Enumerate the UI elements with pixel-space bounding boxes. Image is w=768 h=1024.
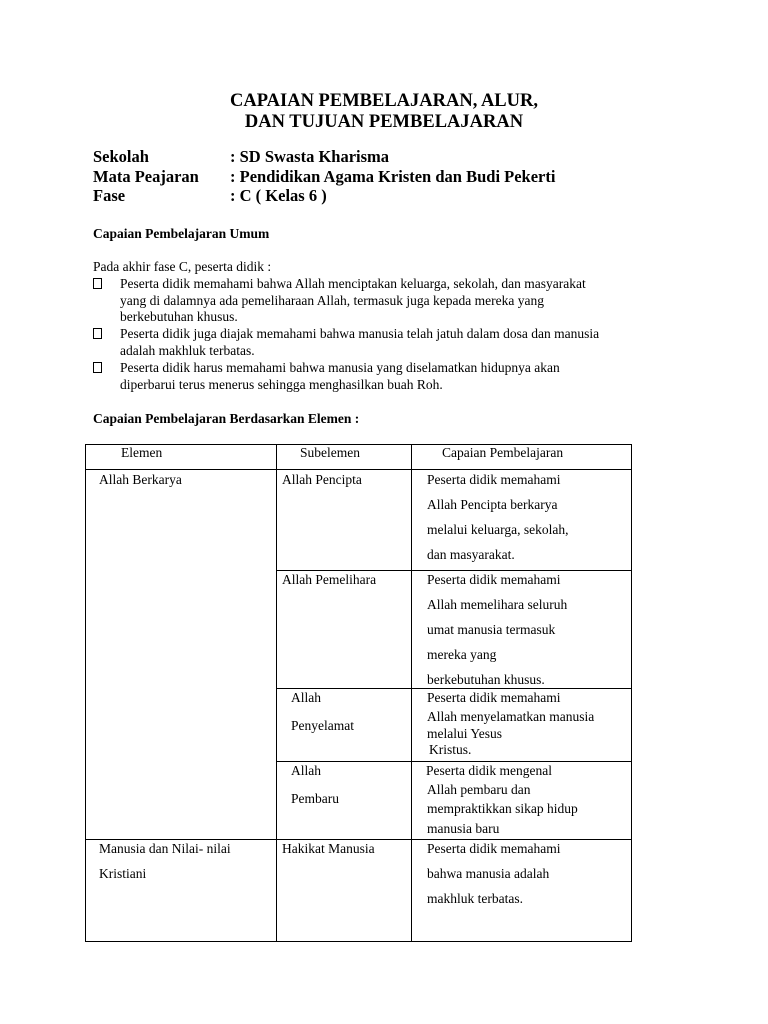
subelemen-cell bbox=[277, 571, 412, 689]
subelemen-text: Allah bbox=[291, 690, 321, 705]
document-title-line-1: CAPAIAN PEMBELAJARAN, ALUR, bbox=[230, 91, 538, 111]
bullet-text-line: diperbarui terus menerus sehingga menghasilkan buah Roh. bbox=[120, 376, 443, 392]
bullet-text-line: berkebutuhan khusus. bbox=[120, 309, 238, 324]
capaian-text-line: bahwa manusia adalah bbox=[427, 866, 550, 881]
bullet-box-icon bbox=[93, 278, 102, 289]
subelemen-cell bbox=[277, 689, 412, 762]
elemen-text: Manusia dan Nilai- nilai bbox=[99, 841, 231, 856]
table-header-row bbox=[86, 445, 632, 470]
capaian-cell bbox=[412, 571, 632, 689]
info-key: Sekolah bbox=[93, 147, 149, 166]
bullet-text-line: Peserta didik memahami bahwa Allah menciptakan keluarga, sekolah, dan masyarakat bbox=[120, 276, 586, 291]
bullet-text-line: Peserta didik harus memahami bahwa manusia yang diselamatkan hidupnya akan bbox=[120, 360, 560, 375]
subelemen-text: Allah Pemelihara bbox=[282, 572, 377, 587]
table-row bbox=[86, 840, 632, 942]
cp-elemen-table bbox=[85, 444, 632, 942]
subelemen-cell bbox=[277, 762, 412, 840]
capaian-text-line: Kristus. bbox=[429, 742, 472, 757]
subelemen-text: Penyelamat bbox=[291, 718, 354, 733]
capaian-cell bbox=[412, 689, 632, 762]
capaian-text-line: mempraktikkan sikap hidup bbox=[427, 801, 578, 816]
capaian-text-line: Peserta didik memahami bbox=[427, 841, 561, 856]
capaian-text-line: berkebutuhan khusus. bbox=[427, 672, 545, 687]
elemen-cell bbox=[86, 840, 277, 942]
capaian-text-line: mereka yang bbox=[427, 647, 497, 662]
info-value: : SD Swasta Kharisma bbox=[230, 147, 390, 166]
capaian-text-line: Peserta didik memahami bbox=[427, 572, 561, 587]
header-label: Elemen bbox=[121, 445, 163, 460]
bullet-box-icon bbox=[93, 328, 102, 339]
capaian-text-line: Allah Pencipta berkarya bbox=[427, 497, 558, 512]
capaian-text-line: manusia baru bbox=[427, 821, 500, 836]
elemen-text: Kristiani bbox=[99, 866, 147, 881]
cp-umum-intro: Pada akhir fase C, peserta didik : bbox=[93, 259, 272, 274]
header-cell-elemen bbox=[86, 445, 277, 470]
capaian-text-line: Allah pembaru dan bbox=[427, 782, 531, 797]
bullet-text-line: Peserta didik juga diajak memahami bahwa manusia telah jatuh dalam dosa dan manusia bbox=[120, 326, 600, 341]
header-label: Capaian Pembelajaran bbox=[442, 445, 564, 460]
elemen-text: Allah Berkarya bbox=[99, 472, 182, 487]
capaian-text-line: Allah memelihara seluruh bbox=[427, 597, 568, 612]
subelemen-cell bbox=[277, 470, 412, 571]
capaian-text-line: dan masyarakat. bbox=[427, 547, 515, 562]
capaian-text-line: makhluk terbatas. bbox=[427, 891, 523, 906]
capaian-text-line: umat manusia termasuk bbox=[427, 622, 556, 637]
header-cell-capaian bbox=[412, 445, 632, 470]
capaian-text-line: Peserta didik mengenal bbox=[426, 763, 552, 778]
info-key: Mata Peajaran bbox=[93, 167, 199, 186]
capaian-text-line: melalui keluarga, sekolah, bbox=[427, 522, 569, 537]
table-row bbox=[86, 470, 632, 571]
subelemen-text: Allah Pencipta bbox=[282, 472, 362, 487]
subelemen-text: Hakikat Manusia bbox=[282, 841, 375, 856]
capaian-cell bbox=[412, 470, 632, 571]
bullet-text-line: adalah makhluk terbatas. bbox=[120, 342, 255, 358]
info-value: : Pendidikan Agama Kristen dan Budi Pekerti bbox=[230, 167, 556, 186]
section-heading-cp-umum: Capaian Pembelajaran Umum bbox=[93, 226, 270, 241]
capaian-text-line: melalui Yesus bbox=[427, 726, 503, 741]
capaian-text-line: Peserta didik memahami bbox=[427, 690, 561, 705]
header-cell-subelemen bbox=[277, 445, 412, 470]
capaian-cell bbox=[412, 762, 632, 840]
document-title-line-2: DAN TUJUAN PEMBELAJARAN bbox=[244, 112, 524, 132]
info-value: : C ( Kelas 6 ) bbox=[230, 186, 327, 205]
header-label: Subelemen bbox=[300, 445, 360, 460]
capaian-cell bbox=[412, 840, 632, 942]
bullet-box-icon bbox=[93, 362, 102, 373]
subelemen-cell bbox=[277, 840, 412, 942]
capaian-text-line: Allah menyelamatkan manusia bbox=[427, 709, 595, 724]
info-key: Fase bbox=[93, 186, 126, 205]
subelemen-text: Pembaru bbox=[291, 791, 339, 806]
elemen-cell bbox=[86, 470, 277, 840]
bullet-text-line: yang di dalamnya ada pemeliharaan Allah, termasuk juga kepada mereka yang bbox=[120, 292, 544, 308]
subelemen-text: Allah bbox=[291, 763, 321, 778]
capaian-text-line: Peserta didik memahami bbox=[427, 472, 561, 487]
section-heading-cp-elemen: Capaian Pembelajaran Berdasarkan Elemen : bbox=[93, 411, 360, 426]
